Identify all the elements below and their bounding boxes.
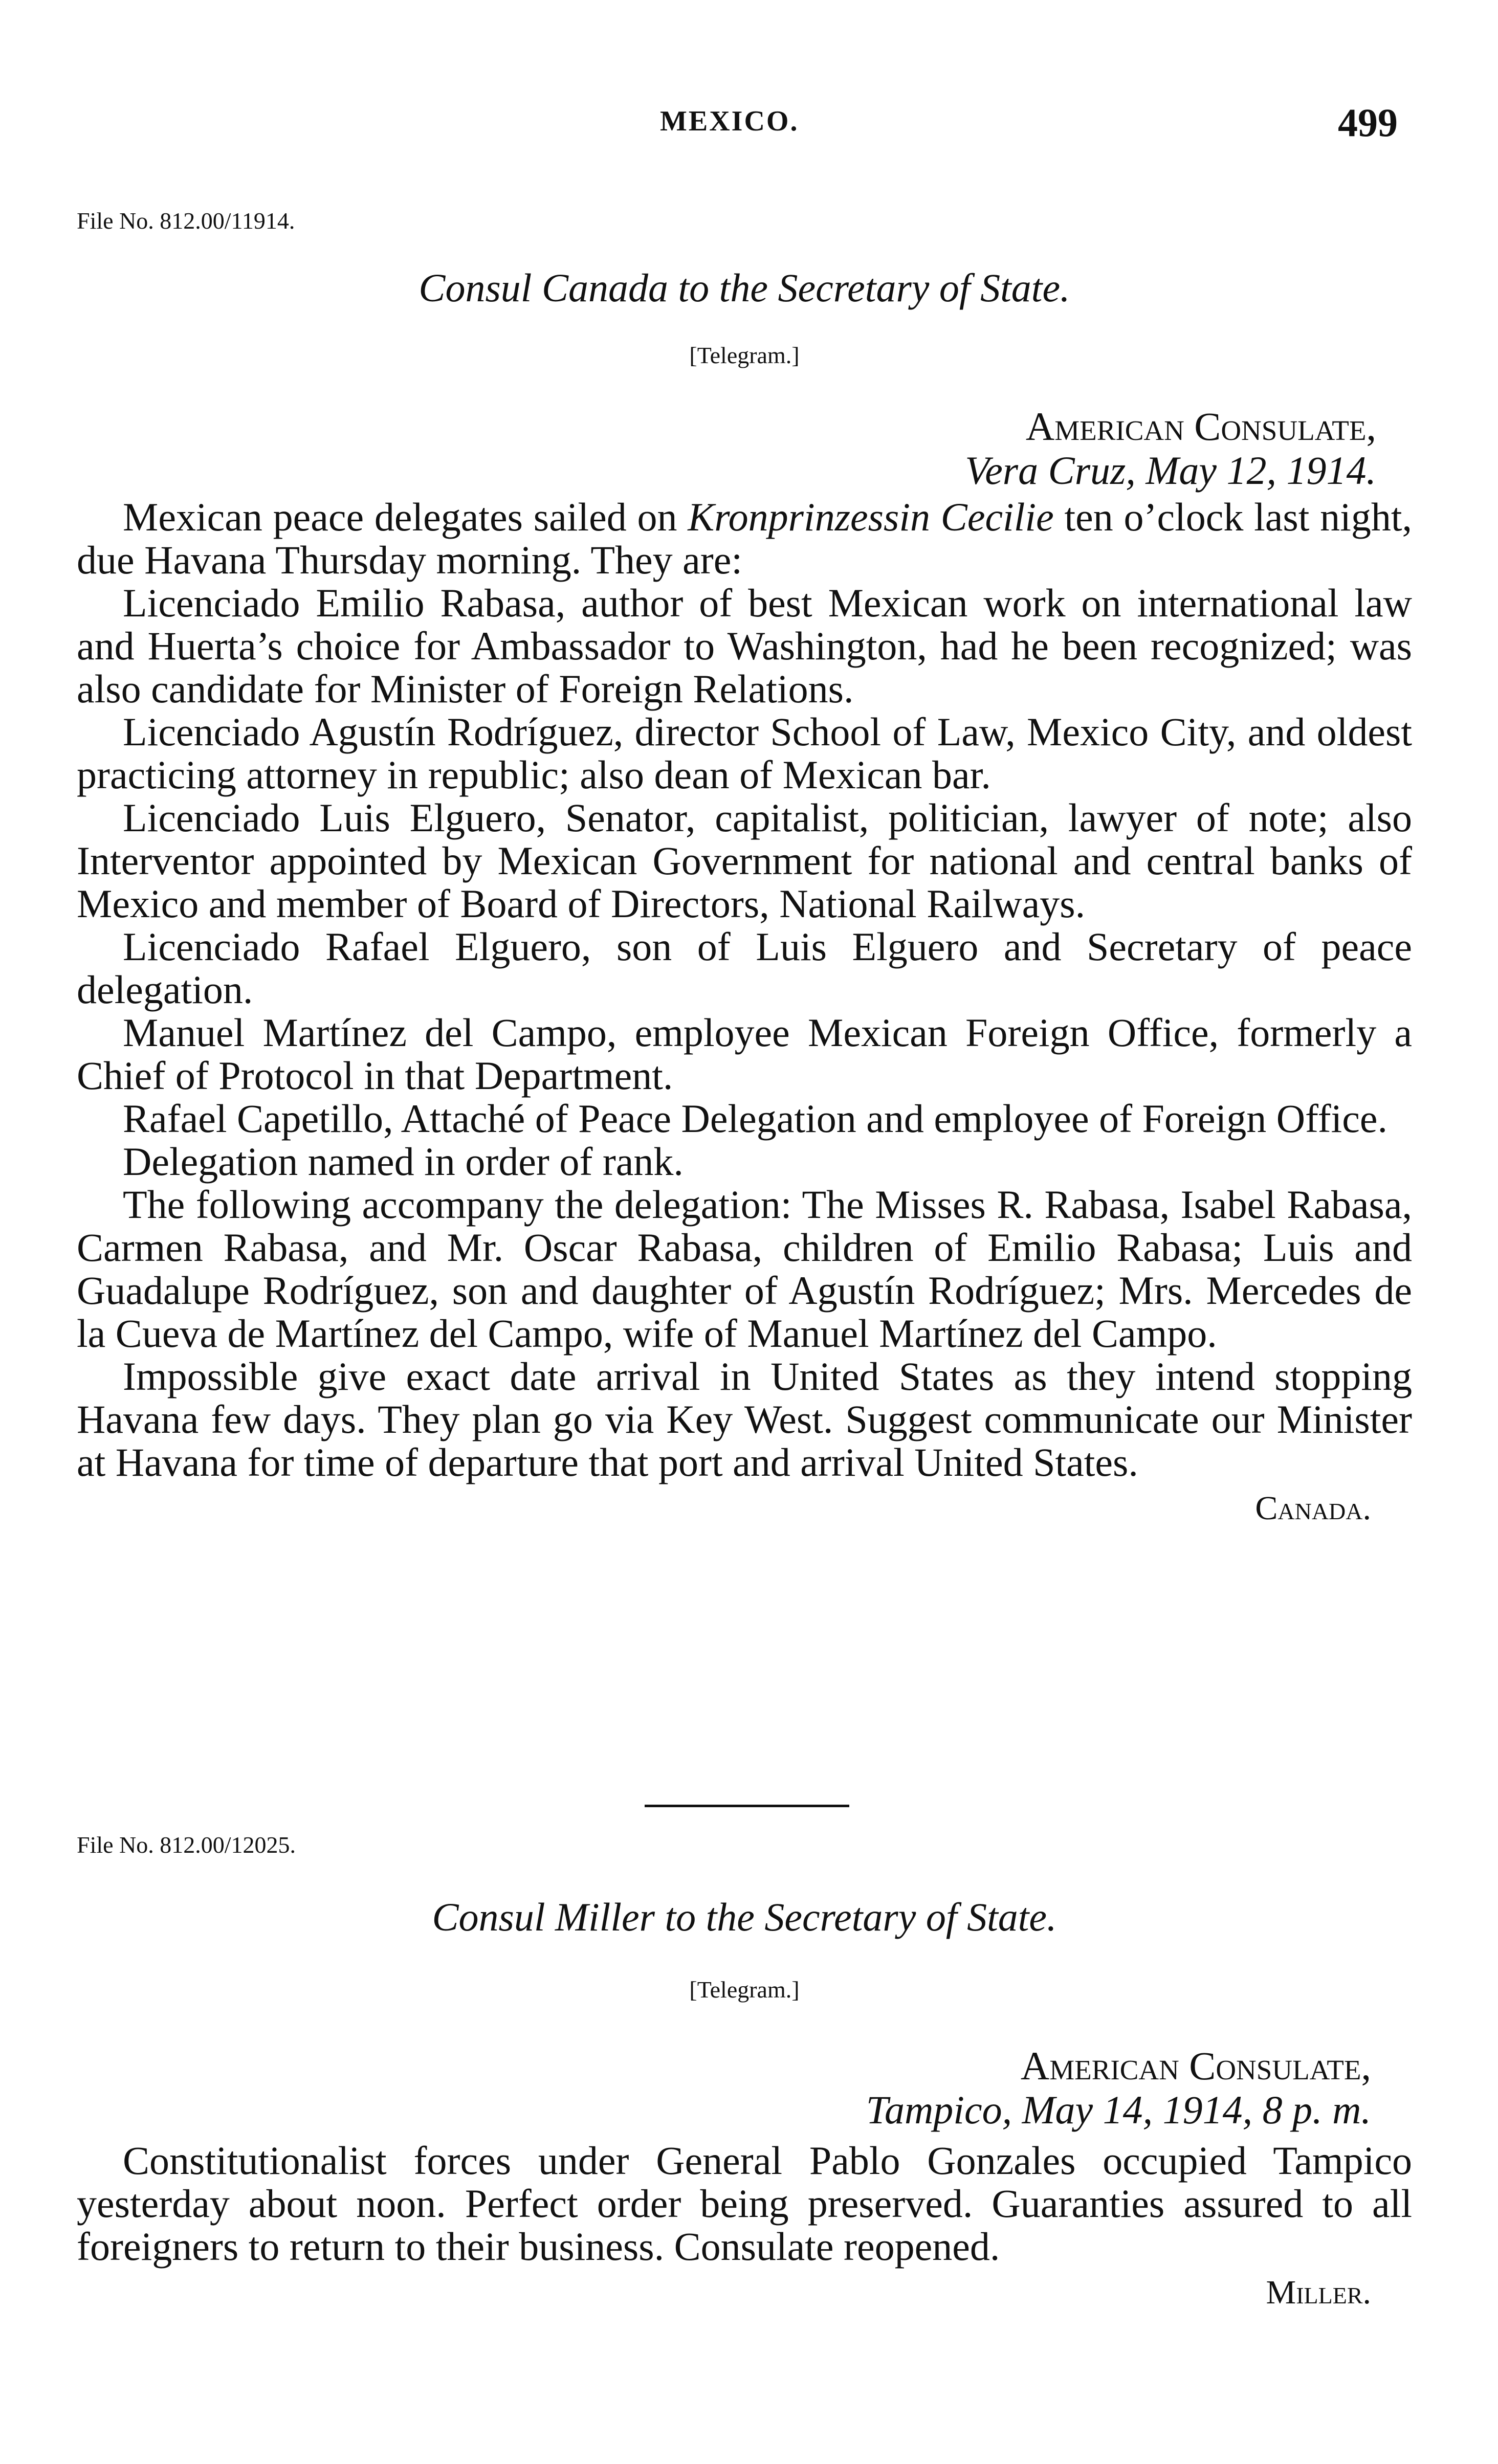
document-title: Consul Miller to the Secretary of State. bbox=[432, 1895, 1057, 1939]
running-head: MEXICO. bbox=[660, 105, 799, 137]
paragraph: Impossible give exact date arrival in United States as they intend stopping Havana few days. They plan go via Key West. Suggest communicate our Minister at Havana for time of departure that port and arrival United States. bbox=[77, 1354, 1412, 1484]
paragraph bbox=[77, 496, 1412, 582]
file-number: File No. 812.00/11914. bbox=[77, 208, 295, 234]
document-1 bbox=[77, 207, 1412, 1528]
paragraph: Constitutionalist forces under General Pablo Gonzales occupied Tampico yesterday about noon. Perfect order being preserved. Guaranties assured to all foreigners to return to their business. Consulate reopened. bbox=[77, 2138, 1412, 2269]
file-number: File No. 812.00/12025. bbox=[77, 1832, 296, 1858]
paragraph: Manuel Martínez del Campo, employee Mexican Foreign Office, formerly a Chief of Protocol in that Department. bbox=[77, 1010, 1412, 1098]
paragraph-text: Mexican peace delegates sailed on bbox=[123, 495, 688, 539]
document-title: Consul Canada to the Secretary of State. bbox=[418, 265, 1070, 310]
place-date-line: Tampico, May 14, 1914, 8 p. m. bbox=[866, 2088, 1371, 2132]
document-2 bbox=[77, 1831, 1412, 2312]
paragraph: Delegation named in order of rank. bbox=[123, 1139, 684, 1184]
ship-name: Kronprinzessin Cecilie bbox=[688, 495, 1054, 539]
divider-rule bbox=[645, 1805, 849, 1807]
paragraph: Licenciado Agustín Rodríguez, director School of Law, Mexico City, and oldest practicing attorney in republic; also dean of Mexican bar. bbox=[77, 709, 1412, 797]
consulate-line: American Consulate, bbox=[1025, 404, 1376, 449]
place-date-line: Vera Cruz, May 12, 1914. bbox=[965, 448, 1376, 493]
page-number: 499 bbox=[1338, 100, 1398, 145]
telegram-note: [Telegram.] bbox=[689, 342, 800, 368]
paragraph: The following accompany the delegation: The Misses R. Rabasa, Isabel Rabasa, Carmen Rabasa, and Mr. Oscar Rabasa, children of Emilio Rabasa; Luis and Guadalupe Rodríguez, son and daughter of Agustín Rodríguez; Mrs. Mercedes de la Cueva de Martínez del Campo, wife of Manuel Martínez del Campo. bbox=[77, 1182, 1412, 1356]
signature: Miller. bbox=[1266, 2274, 1371, 2311]
paragraph: Rafael Capetillo, Attaché of Peace Delegation and employee of Foreign Office. bbox=[123, 1096, 1387, 1141]
signature: Canada. bbox=[1255, 1490, 1371, 1527]
paragraph: Licenciado Luis Elguero, Senator, capitalist, politician, lawyer of note; also Interventor appointed by Mexican Government for national and central banks of Mexico and member of Board of Directors, National Railways. bbox=[77, 795, 1412, 926]
paragraph: Licenciado Rafael Elguero, son of Luis Elguero and Secretary of peace delegation. bbox=[77, 924, 1412, 1012]
paragraph-text: ten o’clock last night, due Havana Thursday morning. They are: bbox=[77, 495, 1413, 582]
paragraph: Licenciado Emilio Rabasa, author of best Mexican work on international law and Huerta’s choice for Ambassador to Washington, had he been recognized; was also candidate for Minister of Foreign Relations. bbox=[77, 581, 1412, 711]
telegram-note: [Telegram.] bbox=[689, 1977, 800, 2003]
consulate-line: American Consulate, bbox=[1020, 2044, 1371, 2088]
